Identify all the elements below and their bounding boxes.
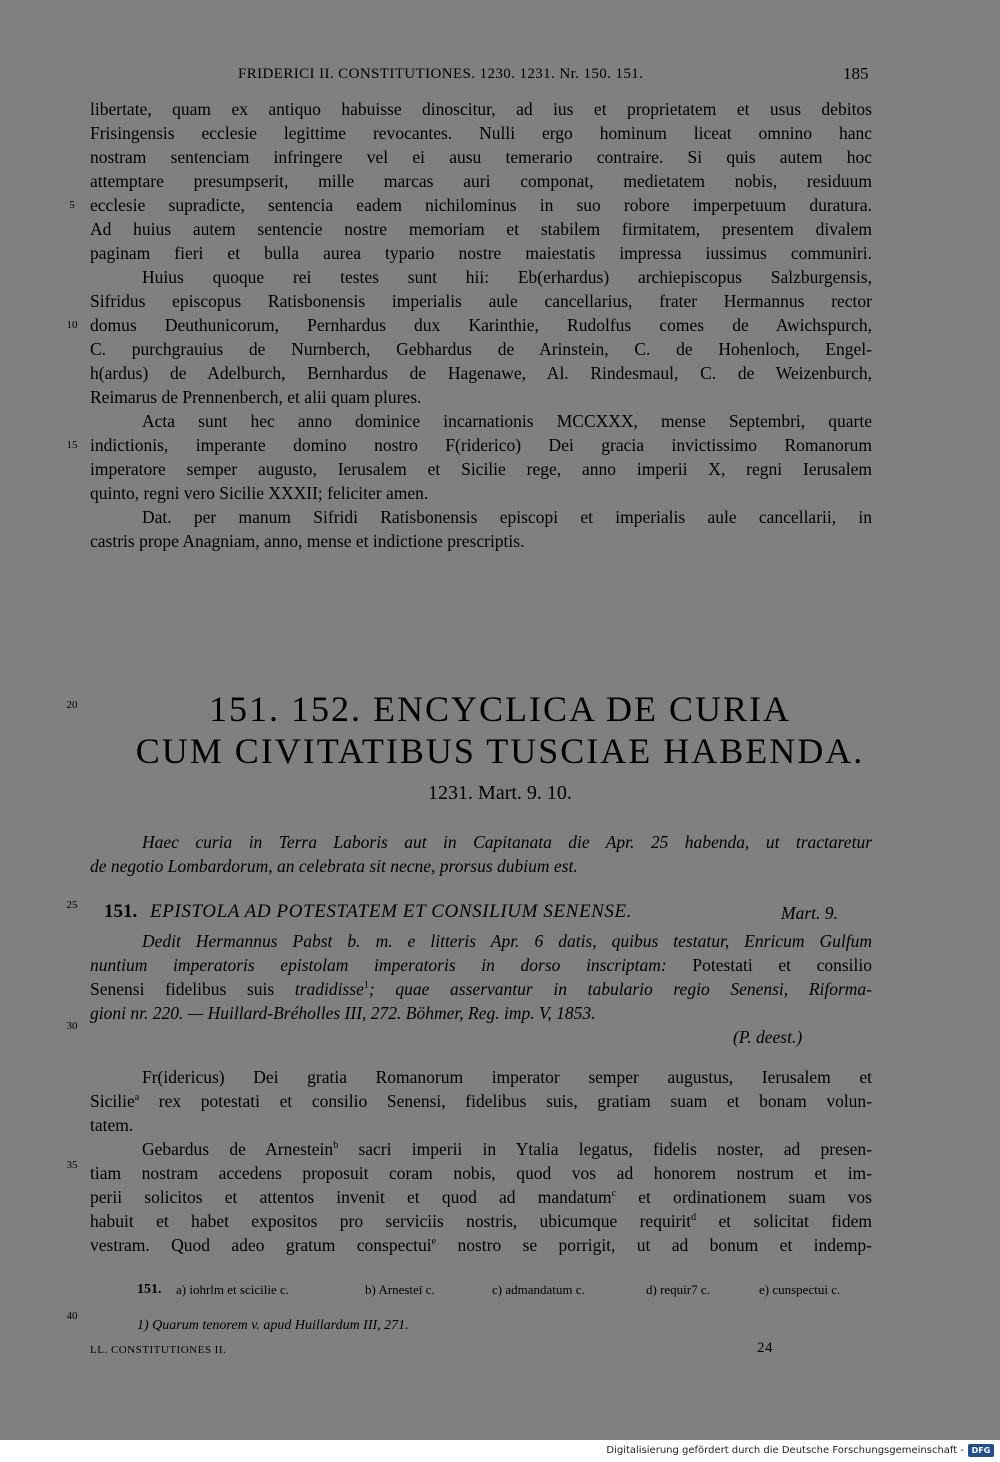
doc-heading-title: EPISTOLA AD POTESTATEM ET CONSILIUM SENENSE. bbox=[150, 901, 633, 922]
text-segment: et ordinationem suam vos bbox=[638, 1187, 872, 1207]
doc-intro-line: Dedit Hermannus Pabst b. m. e litteris Apr. 6 datis, quibus testatur, Enricum Gulfum bbox=[142, 931, 872, 951]
text-line: Fr(idericus) Dei gratia Romanorum imperator semper augustus, Ierusalem et bbox=[142, 1067, 872, 1087]
text-line: Reimarus de Prennenberch, et alii quam plures. bbox=[90, 387, 422, 407]
footer-signature: 24 bbox=[757, 1340, 773, 1356]
apparatus-entry: c) admandatum c. bbox=[492, 1282, 585, 1297]
line-number: 15 bbox=[66, 439, 78, 451]
line-number: 40 bbox=[66, 1310, 78, 1322]
word-sicilie: Sicilie bbox=[90, 1091, 135, 1111]
line-number: 25 bbox=[66, 899, 78, 911]
banner-text: Digitalisierung gefördert durch die Deutsche Forschungsgemeinschaft - bbox=[606, 1445, 964, 1456]
variant-ref: a bbox=[134, 1092, 140, 1104]
text-segment: et solicitat fidem bbox=[718, 1211, 873, 1231]
text-segment: vestram. Quod adeo gratum conspectui bbox=[90, 1235, 432, 1255]
apparatus-label: 151. bbox=[137, 1282, 162, 1297]
text-line: indictionis, imperante domino nostro F(riderico) Dei gracia invictissimo Romanorum bbox=[90, 435, 872, 455]
dfg-banner bbox=[0, 1440, 1000, 1462]
text-segment: nostro se porrigit, ut ad bonum et indemp- bbox=[457, 1235, 873, 1255]
text-segment: perii solicitos et attentos invenit et quod ad mandatum bbox=[90, 1187, 612, 1207]
text-line: quinto, regni vero Sicilie XXXII; feliciter amen. bbox=[90, 483, 429, 503]
variant-ref: e bbox=[431, 1236, 437, 1248]
variant-ref: d bbox=[691, 1212, 697, 1224]
word-gebardus: Gebardus de Arnestein bbox=[142, 1139, 334, 1159]
text-line: paginam fieri et bulla aurea typario nostre maiestatis impressa iussimus communiri. bbox=[90, 243, 872, 263]
text-segment: sacri imperii in Ytalia legatus, fidelis noster, ad presen- bbox=[358, 1139, 872, 1159]
page-number: 185 bbox=[843, 64, 869, 83]
apparatus-entry: d) requir7 c. bbox=[646, 1282, 710, 1297]
text-line: tiam nostram accedens proposuit coram nobis, quod vos ad honorem nostrum et im- bbox=[90, 1163, 872, 1183]
section-intro-line: de negotio Lombardorum, an celebrata sit necne, prorsus dubium est. bbox=[90, 856, 578, 876]
text-line: castris prope Anagniam, anno, mense et indictione prescriptis. bbox=[90, 531, 525, 551]
variant-ref: b bbox=[333, 1140, 339, 1152]
doc-intro-quote: Senensi fidelibus suis bbox=[90, 979, 275, 999]
doc-intro-italic: tradidisse bbox=[294, 979, 364, 999]
dfg-logo-icon: DFG bbox=[968, 1444, 994, 1457]
text-line bbox=[90, 1089, 872, 1113]
doc-note: (P. deest.) bbox=[733, 1027, 803, 1047]
doc-intro-italic: ; quae asservantur in tabulario regio Senensi, Riforma- bbox=[368, 979, 873, 999]
text-line bbox=[90, 1209, 872, 1233]
line-number: 20 bbox=[66, 699, 78, 711]
text-line: nostram sentenciam infringere vel ei ausu temerario contraire. Si quis autem hoc bbox=[90, 147, 872, 167]
text-line: Acta sunt hec anno dominice incarnationis MCCXXX, mense Septembri, quarte bbox=[142, 411, 872, 431]
text-line: Dat. per manum Sifridi Ratisbonensis episcopi et imperialis aule cancellarii, in bbox=[142, 507, 872, 527]
text-line: tatem. bbox=[90, 1115, 134, 1135]
text-line bbox=[142, 1137, 872, 1161]
doc-intro-line bbox=[90, 977, 872, 1001]
variant-ref: c bbox=[611, 1188, 617, 1200]
doc-intro-quote: Potestati et consilio bbox=[692, 955, 872, 975]
doc-intro-line: gioni nr. 220. — Huillard-Bréholles III, 272. Böhmer, Reg. imp. V, 1853. bbox=[90, 1003, 596, 1023]
line-number: 30 bbox=[66, 1020, 78, 1032]
section-title-line1: 151. 152. ENCYCLICA DE CURIA bbox=[208, 689, 791, 729]
doc-intro-line bbox=[90, 953, 872, 977]
text-line: Huius quoque rei testes sunt hii: Eb(erhardus) archiepiscopus Salzburgensis, bbox=[142, 267, 872, 287]
text-line: Sifridus episcopus Ratisbonensis imperialis aule cancellarius, frater Hermannus rector bbox=[90, 291, 872, 311]
text-line bbox=[90, 1233, 872, 1257]
text-line: Frisingensis ecclesie legittime revocantes. Nulli ergo hominum liceat omnino hanc bbox=[90, 123, 872, 143]
apparatus-entry: a) iohrlm et scicilie c. bbox=[176, 1282, 289, 1297]
section-date: 1231. Mart. 9. 10. bbox=[428, 782, 572, 804]
text-line: h(ardus) de Adelburch, Bernhardus de Hagenawe, Al. Rindesmaul, C. de Weizenburch, bbox=[90, 363, 872, 383]
text-line: C. purchgrauius de Nurnberch, Gebhardus de Arinstein, C. de Hohenloch, Engel- bbox=[90, 339, 872, 359]
text-line: attemptare presumpserit, mille marcas auri componat, medietatem nobis, residuum bbox=[90, 171, 872, 191]
running-title: FRIDERICI II. CONSTITUTIONES. 1230. 1231. Nr. 150. 151. bbox=[238, 66, 644, 82]
text-segment: rex potestati et consilio Senensi, fidelibus suis, gratiam suam et bonam volun- bbox=[158, 1091, 873, 1111]
text-line bbox=[90, 1185, 872, 1209]
apparatus-entry: b) Arnesteī c. bbox=[365, 1282, 435, 1297]
text-line: domus Deuthunicorum, Pernhardus dux Karinthie, Rudolfus comes de Awichspurch, bbox=[90, 315, 872, 335]
section-intro-line: Haec curia in Terra Laboris aut in Capitanata die Apr. 25 habenda, ut tractaretur bbox=[142, 832, 872, 852]
footnote: 1) Quarum tenorem v. apud Huillardum III, 271. bbox=[137, 1318, 409, 1333]
text-line: imperatore semper augusto, Ierusalem et Sicilie rege, anno imperii X, regni Ierusalem bbox=[90, 459, 872, 479]
apparatus-entry: e) cunspectui c. bbox=[759, 1282, 841, 1297]
line-number: 5 bbox=[69, 199, 75, 211]
line-number: 10 bbox=[66, 319, 78, 331]
footer-collection: LL. CONSTITUTIONES II. bbox=[90, 1344, 227, 1356]
text-segment: habuit et habet expositos pro serviciis nostris, ubicumque requirit bbox=[90, 1211, 692, 1231]
doc-heading-date: Mart. 9. bbox=[781, 903, 838, 923]
doc-number: 151. bbox=[104, 901, 138, 922]
text-line: ecclesie supradicte, sentencia eadem nichilominus in suo robore imperpetuum duratura. bbox=[90, 195, 872, 215]
text-line: Ad huius autem sentencie nostre memoriam et stabilem firmitatem, presentem divalem bbox=[90, 219, 872, 239]
line-number: 35 bbox=[66, 1159, 78, 1171]
section-title-line2: CUM CIVITATIBUS TUSCIAE HABENDA. bbox=[135, 731, 865, 771]
text-line: libertate, quam ex antiquo habuisse dinoscitur, ad ius et proprietatem et usus debitos bbox=[90, 99, 872, 119]
doc-heading bbox=[104, 900, 632, 924]
footnote-ref: 1 bbox=[363, 980, 369, 992]
doc-intro-italic: nuntium imperatoris epistolam imperatoris in dorso inscriptam: bbox=[90, 955, 667, 975]
